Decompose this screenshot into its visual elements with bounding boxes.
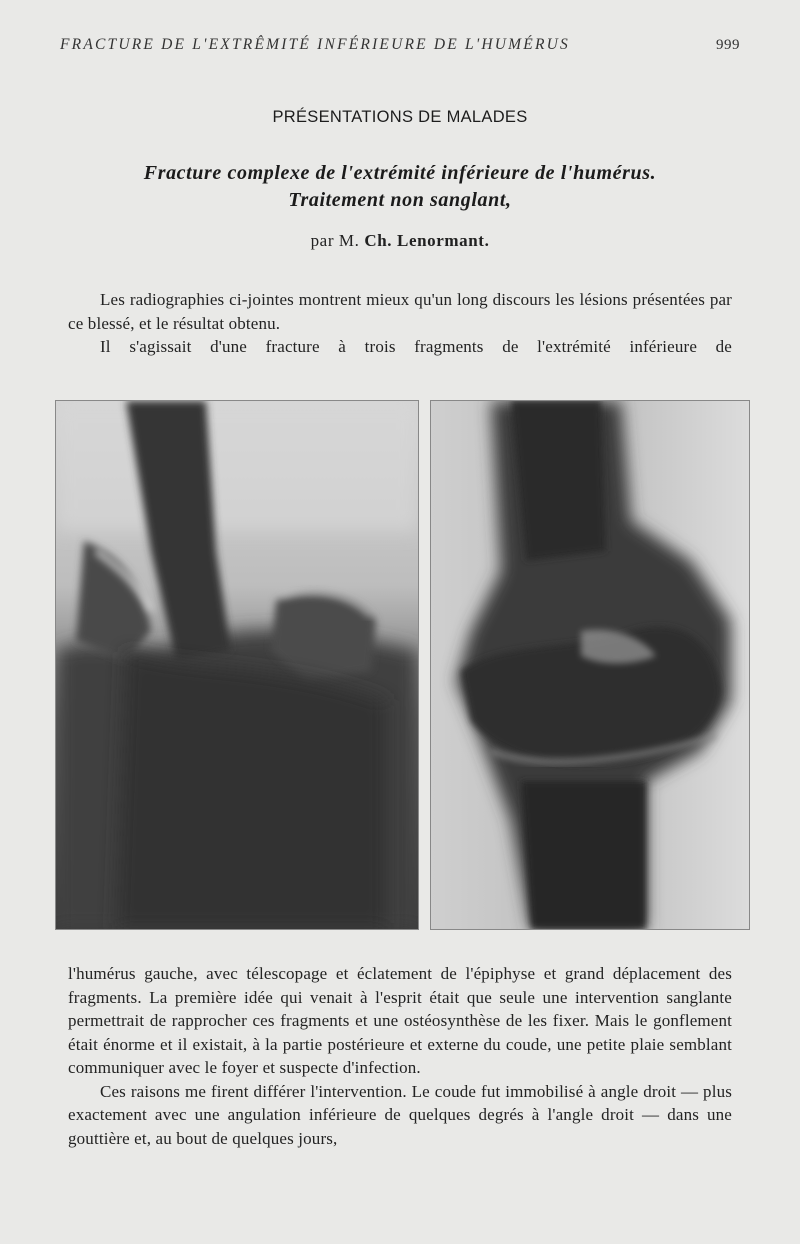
radiograph-before-treatment [55, 400, 419, 930]
radiograph-plates [55, 400, 750, 928]
paragraph: Les radiographies ci-jointes montrent mieux qu'un long discours les lésions présentées par ce blessé, et le résultat obtenu. [68, 290, 732, 333]
article-title [40, 160, 760, 214]
body-text-top [68, 288, 732, 359]
article-title-line-2: Traitement non sanglant, [288, 189, 512, 211]
paragraph: Il s'agissait d'une fracture à trois fragments de l'extrémité inférieure de [100, 337, 732, 356]
radiograph-before-image [56, 401, 418, 929]
running-head [60, 36, 740, 54]
section-heading: PRÉSENTATIONS DE MALADES [272, 108, 528, 126]
article-title-line-1: Fracture complexe de l'extrémité inférieure de l'humérus. [143, 162, 657, 184]
radiograph-after-image [431, 401, 749, 929]
body-text-bottom [68, 962, 732, 1150]
paragraph: Ces raisons me firent différer l'intervention. Le coude fut immobilisé à angle droit — plus exactement avec une angulation inférieure de quelques degrés à l'angle droit — dans une gouttière et, au bout de quelques jours, [68, 1081, 732, 1148]
byline-prefix: par M. [310, 231, 360, 250]
radiograph-after-treatment [430, 400, 750, 930]
page-number: 999 [716, 37, 740, 53]
running-head-title: FRACTURE DE L'EXTRÊMITÉ INFÉRIEURE DE L'HUMÉRUS [60, 36, 570, 53]
author-name: Ch. Lenormant. [364, 231, 490, 250]
byline [0, 231, 800, 251]
paragraph: l'humérus gauche, avec télescopage et éclatement de l'épiphyse et grand déplacement des fragments. La première idée qui venait à l'esprit était que seule une intervention sanglante permettrait de rapprocher ces fragments et une ostéosynthèse de les fixer. Mais le gonflement était énorme et il existait, à la partie postérieure et externe du coude, une petite plaie semblant communiquer avec le foyer et suspecte d'infection. [68, 964, 732, 1077]
